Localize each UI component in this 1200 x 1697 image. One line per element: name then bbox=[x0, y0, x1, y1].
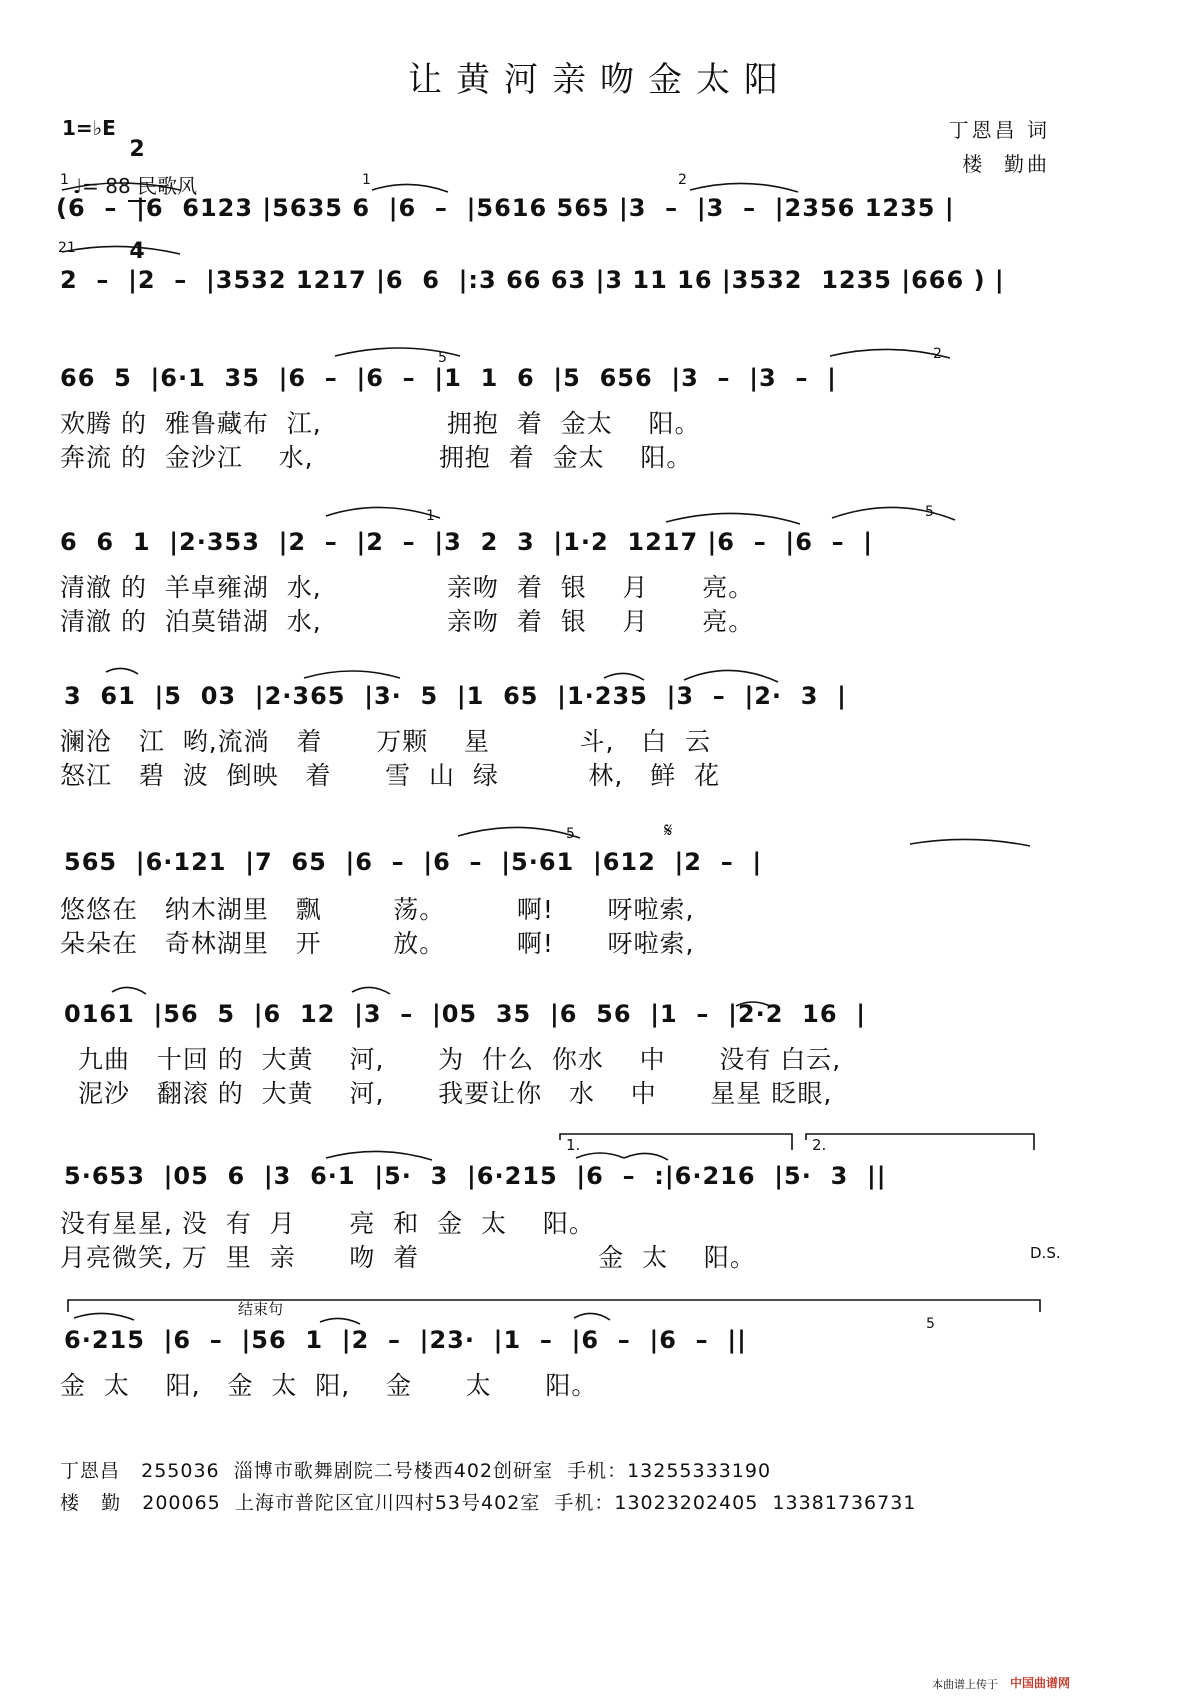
composer-contact: 楼 勤 200065 上海市普陀区宜川四村53号402室 手机：13023202405 13381736731 bbox=[60, 1492, 917, 1514]
notation-line-8: 5·653 |05 6 |3 6·1 |5· 3 |6·215 |6 – :|6·216 |5· 3 || bbox=[64, 1162, 887, 1190]
lyricist-contact: 丁恩昌 255036 淄博市歌舞剧院二号楼西402创研室 手机：13255333190 bbox=[60, 1460, 772, 1482]
notation-line-4: 6 6 1 |2·353 |2 – |2 – |3 2 3 |1·2 1217 |6 – |6 – | bbox=[60, 528, 874, 556]
coda-label: 结束句 bbox=[238, 1300, 284, 1318]
lyrics-verse-1: 欢腾 的 雅鲁藏布 江, 拥抱 着 金太 阳。 bbox=[60, 409, 701, 438]
lyrics-verse-1: 澜沧 江 哟,流淌 着 万颗 星 斗, 白 云 bbox=[60, 727, 712, 756]
lyrics-verse-1: 悠悠在 纳木湖里 飘 荡。 啊! 呀啦索, bbox=[60, 895, 695, 924]
lyrics-verse-2: 朵朵在 奇林湖里 开 放。 啊! 呀啦索, bbox=[60, 929, 695, 958]
quarter-note-icon: ♩ bbox=[72, 174, 83, 198]
lyrics-verse-2: 月亮微笑, 万 里 亲 吻 着 金 太 阳。 bbox=[60, 1243, 756, 1272]
grace-note: 1 bbox=[60, 172, 69, 188]
tempo-text: = 88 民歌风 bbox=[82, 174, 198, 198]
volta-second-ending: 2. bbox=[812, 1136, 827, 1154]
notation-line-5: 3 61 |5 03 |2·365 |3· 5 |1 65 |1·235 |3 – |2· 3 | bbox=[64, 682, 847, 710]
key-signature: 1=♭E bbox=[62, 116, 116, 140]
lyrics-verse-1: 清澈 的 羊卓雍湖 水, 亲吻 着 银 月 亮。 bbox=[60, 573, 755, 602]
grace-note: 5 bbox=[566, 826, 575, 842]
time-top: 2 bbox=[129, 137, 145, 162]
lyrics-verse-2: 泥沙 翻滚 的 大黄 河, 我要让你 水 中 星星 眨眼, bbox=[78, 1079, 833, 1108]
lyrics-verse-2: 怒江 碧 波 倒映 着 雪 山 绿 林, 鲜 花 bbox=[60, 761, 721, 790]
grace-note: 5 bbox=[926, 1316, 935, 1332]
notation-line-1: (6 – |6 6123 |5635 6 |6 – |5616 565 |3 – |3 – |2356 1235 | bbox=[56, 194, 955, 222]
notation-line-9: 6·215 |6 – |56 1 |2 – |23· |1 – |6 – |6 – || bbox=[64, 1326, 747, 1354]
composer-credit: 楼 勤曲 bbox=[962, 152, 1050, 176]
grace-note: 5 bbox=[438, 350, 447, 366]
lyrics-verse-2: 清澈 的 泊莫错湖 水, 亲吻 着 银 月 亮。 bbox=[60, 607, 755, 636]
score-title: 让黄河亲吻金太阳 bbox=[408, 60, 792, 100]
grace-note: 1 bbox=[426, 508, 435, 524]
grace-note: 5 bbox=[925, 504, 934, 520]
upload-notice: 本曲谱上传于 bbox=[932, 1678, 998, 1691]
dal-segno-marking: D.S. bbox=[1030, 1244, 1061, 1262]
notation-line-6: 565 |6·121 |7 65 |6 – |6 – |5·61 |612 |2 – | bbox=[64, 848, 763, 876]
segno-icon: 𝄋 bbox=[664, 818, 673, 842]
lyrics-verse-2: 奔流 的 金沙江 水, 拥抱 着 金太 阳。 bbox=[60, 443, 693, 472]
lyrics-coda: 金 太 阳, 金 太 阳, 金 太 阳。 bbox=[60, 1371, 598, 1400]
notation-line-3: 66 5 |6·1 35 |6 – |6 – |1 1 6 |5 656 |3 – |3 – | bbox=[60, 364, 837, 392]
lyrics-verse-1: 九曲 十回 的 大黄 河, 为 什么 你水 中 没有 白云, bbox=[78, 1045, 842, 1074]
grace-note: 1 bbox=[362, 172, 371, 188]
time-bottom: 4 bbox=[129, 239, 145, 264]
grace-note: 2 bbox=[933, 346, 942, 362]
lyricist-credit: 丁恩昌 词 bbox=[948, 118, 1050, 142]
notation-line-2: 2 – |2 – |3532 1217 |6 6 |:3 66 63 |3 11 16 |3532 1235 |666 ) | bbox=[60, 266, 1005, 294]
grace-note: 21 bbox=[58, 240, 76, 256]
notation-line-7: 0161 |56 5 |6 12 |3 – |05 35 |6 56 |1 – |2·2 16 | bbox=[64, 1000, 866, 1028]
lyrics-verse-1: 没有星星, 没 有 月 亮 和 金 太 阳。 bbox=[60, 1209, 595, 1238]
site-logo: 中国曲谱网 bbox=[1010, 1676, 1071, 1690]
grace-note: 2 bbox=[678, 172, 687, 188]
volta-first-ending: 1. bbox=[566, 1136, 581, 1154]
